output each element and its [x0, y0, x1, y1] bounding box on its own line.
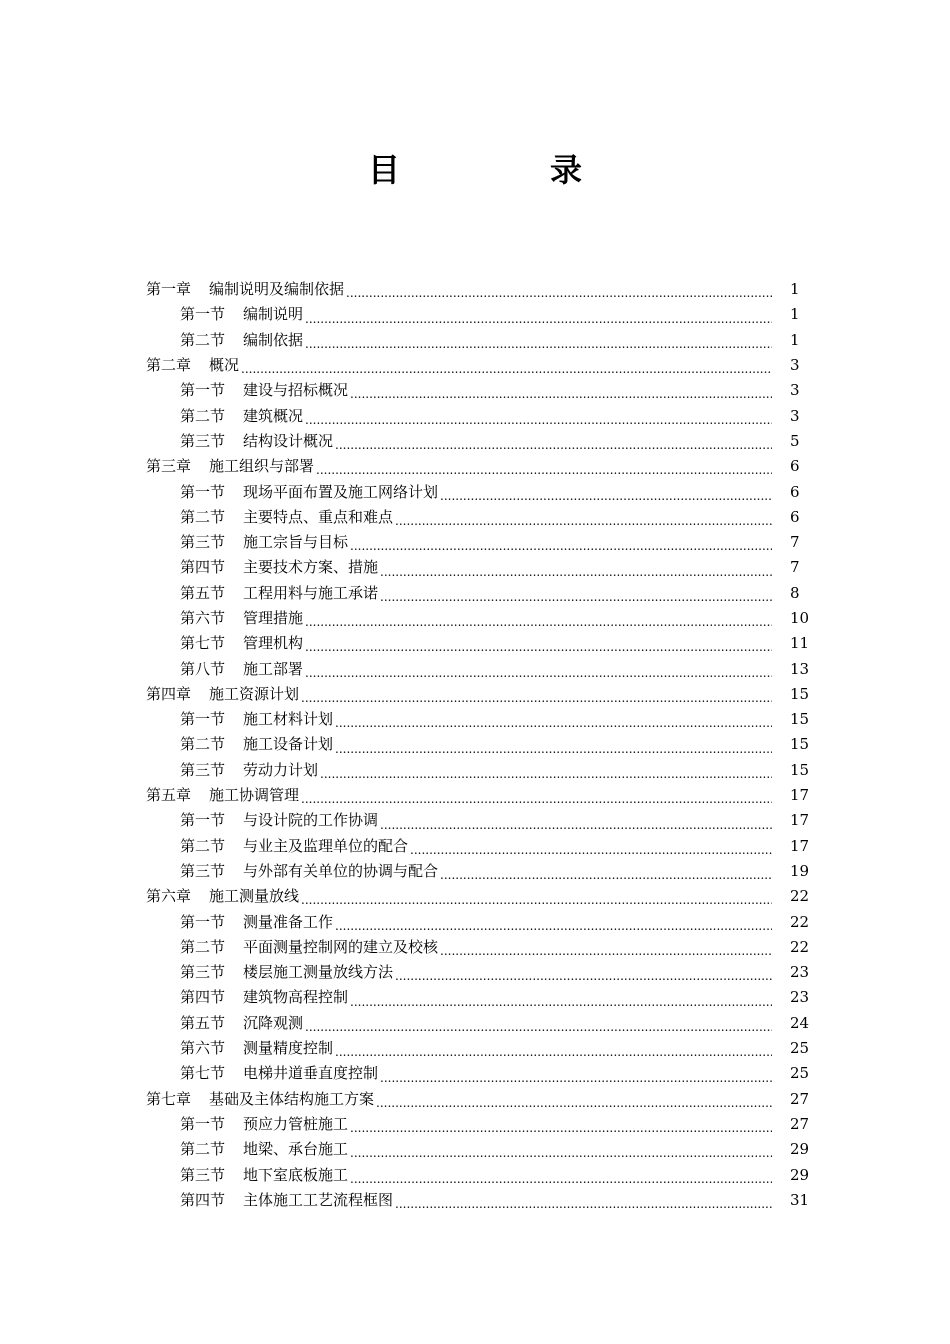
toc-section-entry[interactable] — [146, 328, 812, 353]
dot-leader — [440, 487, 772, 505]
toc-page-number: 7 — [790, 558, 800, 577]
dot-leader — [335, 740, 772, 758]
toc-page-number: 24 — [790, 1013, 810, 1032]
toc-entry-title: 概况 — [209, 356, 240, 375]
toc-section-entry[interactable] — [146, 1061, 812, 1086]
toc-section-entry[interactable] — [146, 656, 812, 681]
toc-entry-label: 第五章 — [146, 786, 192, 805]
toc-section-entry[interactable] — [146, 302, 812, 327]
toc-entry-title: 管理措施 — [243, 609, 304, 627]
toc-entry-title: 电梯井道垂直度控制 — [243, 1064, 379, 1083]
dot-leader — [350, 993, 772, 1011]
dot-leader — [350, 537, 772, 555]
toc-page-number: 13 — [790, 659, 810, 678]
toc-chapter-entry[interactable] — [146, 353, 812, 378]
toc-section-entry[interactable] — [146, 834, 812, 859]
toc-page-number: 15 — [790, 684, 810, 703]
dot-leader — [335, 917, 772, 935]
toc-entry-title: 建筑概况 — [243, 406, 304, 425]
toc-page-number: 1 — [790, 305, 800, 324]
toc-chapter-entry[interactable] — [146, 682, 812, 707]
toc-entry-title: 编制说明及编制依据 — [209, 280, 345, 299]
toc-entry-title: 施工宗旨与目标 — [243, 533, 349, 552]
toc-entry-label: 第六节 — [180, 1039, 226, 1058]
toc-section-entry[interactable] — [146, 1011, 812, 1036]
dot-leader — [305, 664, 772, 682]
toc-page-number: 29 — [790, 1165, 810, 1184]
toc-entry-label: 第一节 — [180, 381, 226, 400]
toc-section-entry[interactable] — [146, 555, 812, 580]
toc-entry-label: 第四节 — [180, 1190, 226, 1209]
toc-page-number: 27 — [790, 1114, 810, 1133]
toc-chapter-entry[interactable] — [146, 884, 812, 909]
toc-section-entry[interactable] — [146, 985, 812, 1010]
toc-section-entry[interactable] — [146, 530, 812, 555]
dot-leader — [380, 588, 772, 606]
toc-entry-label: 第四节 — [180, 988, 226, 1007]
toc-entry-label: 第二节 — [180, 507, 226, 526]
toc-section-entry[interactable] — [146, 1137, 812, 1162]
toc-section-entry[interactable] — [146, 935, 812, 960]
toc-page-number: 6 — [790, 457, 800, 476]
toc-entry-title: 测量精度控制 — [243, 1039, 334, 1058]
toc-section-entry[interactable] — [146, 758, 812, 783]
toc-entry-title: 施工资源计划 — [209, 684, 300, 703]
toc-section-entry[interactable] — [146, 1188, 812, 1213]
toc-entry-label: 第一节 — [180, 482, 226, 501]
toc-entry-title: 施工协调管理 — [209, 786, 300, 805]
toc-entry-label: 第一节 — [180, 811, 226, 830]
toc-page-number: 1 — [790, 330, 800, 349]
toc-page-number: 10 — [790, 609, 810, 627]
toc-entry-title: 结构设计概况 — [243, 431, 334, 450]
dot-leader — [316, 461, 772, 479]
toc-entry-title: 施工测量放线 — [209, 887, 300, 906]
toc-section-entry[interactable] — [146, 732, 812, 757]
toc-entry-label: 第二章 — [146, 356, 192, 375]
toc-entry-label: 第一节 — [180, 305, 226, 324]
toc-entry-title: 施工材料计划 — [243, 710, 334, 729]
toc-page-number: 8 — [790, 583, 800, 602]
toc-page-number: 15 — [790, 760, 810, 779]
dot-leader — [346, 284, 772, 302]
toc-page-number: 25 — [790, 1039, 810, 1058]
title-char-2: 录 — [550, 151, 583, 189]
dot-leader — [241, 360, 772, 378]
toc-entry-label: 第二节 — [180, 937, 226, 956]
toc-chapter-entry[interactable] — [146, 783, 812, 808]
toc-entry-title: 管理机构 — [243, 634, 304, 653]
toc-page-number: 17 — [790, 786, 810, 805]
toc-entry-title: 楼层施工测量放线方法 — [243, 963, 394, 982]
toc-entry-label: 第一章 — [146, 280, 192, 299]
toc-page-number: 31 — [790, 1190, 810, 1209]
toc-entry-title: 劳动力计划 — [243, 760, 319, 779]
dot-leader — [301, 790, 772, 808]
toc-entry-title: 与设计院的工作协调 — [243, 811, 379, 830]
toc-chapter-entry[interactable] — [146, 277, 812, 302]
toc-section-entry[interactable] — [146, 479, 812, 504]
toc-page-number: 23 — [790, 963, 810, 982]
toc-entry-title: 主要技术方案、措施 — [243, 558, 379, 577]
toc-entry-label: 第二节 — [180, 735, 226, 754]
toc-section-entry[interactable] — [146, 631, 812, 656]
toc-entry-label: 第七节 — [180, 1064, 226, 1083]
toc-page-number: 23 — [790, 988, 810, 1007]
toc-section-entry[interactable] — [146, 581, 812, 606]
toc-section-entry[interactable] — [146, 1036, 812, 1061]
toc-page-number: 22 — [790, 887, 810, 906]
toc-section-entry[interactable] — [146, 403, 812, 428]
toc-entry-label: 第四节 — [180, 558, 226, 577]
title-char-1: 目 — [367, 151, 400, 189]
toc-section-entry[interactable] — [146, 378, 812, 403]
toc-entry-title: 平面测量控制网的建立及校核 — [243, 937, 439, 956]
toc-chapter-entry[interactable] — [146, 454, 812, 479]
toc-entry-label: 第六章 — [146, 887, 192, 906]
dot-leader — [380, 1069, 772, 1087]
toc-entry-label: 第一节 — [180, 912, 226, 931]
toc-section-entry[interactable] — [146, 1162, 812, 1187]
toc-entry-label: 第二节 — [180, 406, 226, 425]
toc-page-number: 7 — [790, 533, 800, 552]
toc-page-number: 22 — [790, 912, 810, 931]
toc-entry-label: 第八节 — [180, 659, 226, 678]
toc-page-number: 22 — [790, 937, 810, 956]
toc-page-number: 11 — [790, 634, 810, 653]
toc-entry-label: 第七章 — [146, 1089, 192, 1108]
toc-page-number: 17 — [790, 811, 810, 830]
dot-leader — [395, 1195, 772, 1213]
toc-entry-label: 第一节 — [180, 1114, 226, 1133]
toc-entry-label: 第五节 — [180, 1013, 226, 1032]
toc-entry-title: 现场平面布置及施工网络计划 — [243, 482, 439, 501]
dot-leader — [410, 841, 772, 859]
toc-entry-title: 建筑物高程控制 — [243, 988, 349, 1007]
dot-leader — [350, 1119, 772, 1137]
toc-entry-title: 与业主及监理单位的配合 — [243, 836, 409, 855]
toc-entry-label: 第四章 — [146, 684, 192, 703]
toc-page-number: 3 — [790, 356, 800, 375]
dot-leader — [350, 1170, 772, 1188]
toc-entry-title: 基础及主体结构施工方案 — [209, 1089, 375, 1108]
toc-page-number: 5 — [790, 431, 800, 450]
toc-entry-title: 地梁、承台施工 — [243, 1140, 349, 1159]
toc-entry-label: 第三节 — [180, 760, 226, 779]
toc-section-entry[interactable] — [146, 808, 812, 833]
toc-section-entry[interactable] — [146, 505, 812, 530]
dot-leader — [380, 816, 772, 834]
toc-entry-label: 第二节 — [180, 1140, 226, 1159]
dot-leader — [305, 411, 772, 429]
toc-entry-label: 第五节 — [180, 583, 226, 602]
dot-leader — [305, 310, 772, 328]
toc-section-entry[interactable] — [146, 909, 812, 934]
page-title — [0, 148, 950, 192]
dot-leader — [320, 765, 772, 783]
toc-entry-label: 第三节 — [180, 1165, 226, 1184]
toc-section-entry[interactable] — [146, 960, 812, 985]
dot-leader — [301, 689, 772, 707]
dot-leader — [301, 891, 772, 909]
dot-leader — [305, 335, 772, 353]
dot-leader — [350, 385, 772, 403]
toc-page-number: 1 — [790, 280, 800, 299]
toc-entry-title: 与外部有关单位的协调与配合 — [243, 861, 439, 880]
toc-section-entry[interactable] — [146, 429, 812, 454]
toc-page-number: 6 — [790, 507, 800, 526]
toc-entry-title: 施工组织与部署 — [209, 457, 315, 476]
dot-leader — [395, 512, 772, 530]
toc-entry-label: 第七节 — [180, 634, 226, 653]
dot-leader — [335, 714, 772, 732]
toc-entry-label: 第三节 — [180, 861, 226, 880]
toc-entry-title: 地下室底板施工 — [243, 1165, 349, 1184]
toc-section-entry[interactable] — [146, 707, 812, 732]
toc-entry-title: 施工设备计划 — [243, 735, 334, 754]
toc-entry-label: 第三节 — [180, 963, 226, 982]
toc-page-number: 29 — [790, 1140, 810, 1159]
toc-page-number: 15 — [790, 735, 810, 754]
toc-section-entry[interactable] — [146, 606, 812, 631]
toc-chapter-entry[interactable] — [146, 1087, 812, 1112]
toc-section-entry[interactable] — [146, 1112, 812, 1137]
toc-entry-label: 第二节 — [180, 836, 226, 855]
toc-entry-label: 第三节 — [180, 431, 226, 450]
toc-entry-title: 主要特点、重点和难点 — [243, 507, 394, 526]
toc-page-number: 27 — [790, 1089, 810, 1108]
toc-entry-title: 工程用料与施工承诺 — [243, 583, 379, 602]
toc-entry-title: 测量准备工作 — [243, 912, 334, 931]
dot-leader — [395, 967, 772, 985]
dot-leader — [350, 1144, 772, 1162]
dot-leader — [376, 1094, 772, 1112]
dot-leader — [335, 436, 772, 454]
toc-entry-label: 第一节 — [180, 710, 226, 729]
toc-page-number: 19 — [790, 861, 810, 880]
dot-leader — [380, 563, 772, 581]
toc-entry-title: 预应力管桩施工 — [243, 1114, 349, 1133]
toc-page-number: 15 — [790, 710, 810, 729]
toc-entry-title: 主体施工工艺流程框图 — [243, 1190, 394, 1209]
dot-leader — [305, 638, 772, 656]
toc-entry-label: 第三节 — [180, 533, 226, 552]
toc-entry-label: 第三章 — [146, 457, 192, 476]
dot-leader — [335, 1043, 772, 1061]
dot-leader — [305, 613, 772, 631]
toc-entry-label: 第二节 — [180, 330, 226, 349]
toc-entry-title: 建设与招标概况 — [243, 381, 349, 400]
toc-page-number: 17 — [790, 836, 810, 855]
table-of-contents — [146, 277, 812, 1213]
dot-leader — [305, 1018, 772, 1036]
toc-entry-title: 编制依据 — [243, 330, 304, 349]
toc-page-number: 3 — [790, 406, 800, 425]
toc-section-entry[interactable] — [146, 859, 812, 884]
toc-entry-title: 编制说明 — [243, 305, 304, 324]
toc-entry-title: 施工部署 — [243, 659, 304, 678]
toc-entry-title: 沉降观测 — [243, 1013, 304, 1032]
toc-page-number: 25 — [790, 1064, 810, 1083]
toc-page-number: 3 — [790, 381, 800, 400]
dot-leader — [440, 942, 772, 960]
toc-page-number: 6 — [790, 482, 800, 501]
toc-entry-label: 第六节 — [180, 609, 226, 627]
dot-leader — [440, 866, 772, 884]
